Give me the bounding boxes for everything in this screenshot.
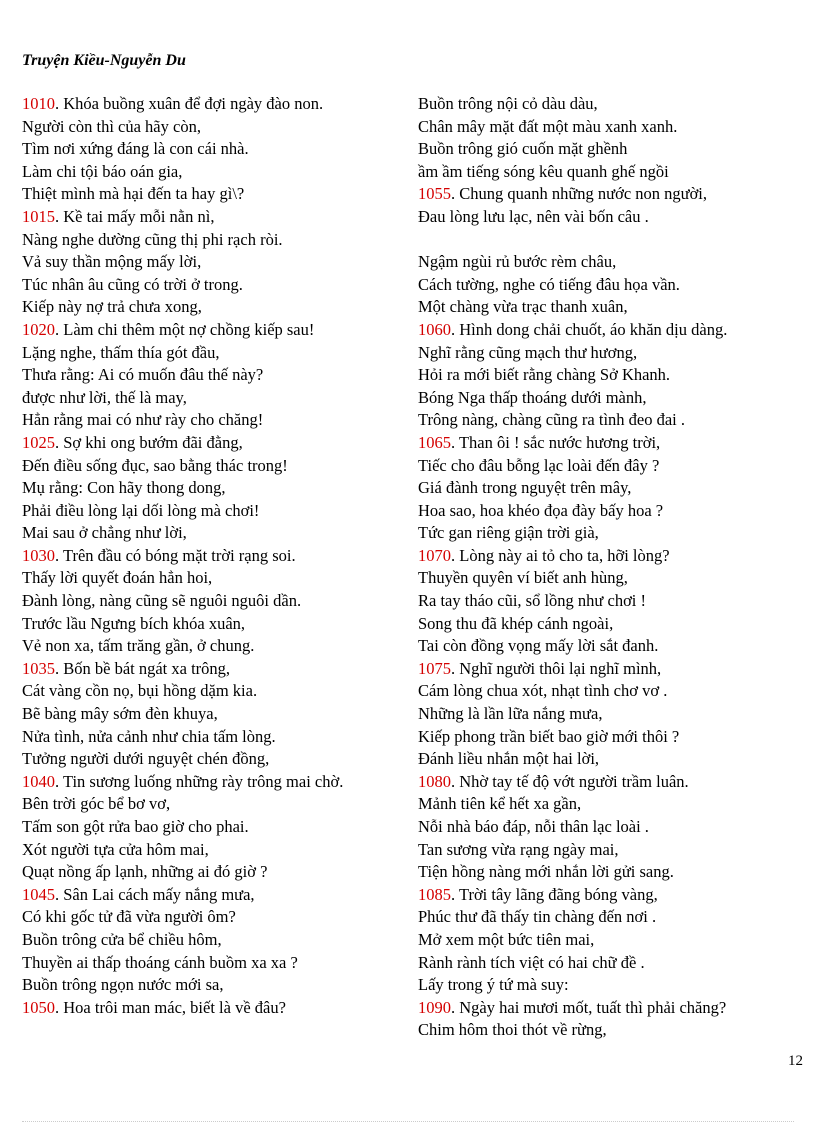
verse-text: Song thu đã khép cánh ngoài, (418, 613, 614, 633)
verse-text: . Hình dong chải chuốt, áo khăn dịu dàng. (451, 319, 728, 339)
verse-text: Bên trời góc bể bơ vơ, (22, 794, 171, 814)
verse-text: Đau lòng lưu lạc, nên vài bốn câu . (418, 206, 649, 226)
verse-number: 1040 (22, 771, 55, 791)
verse-text: . Sợ khi ong bướm đãi đằng, (55, 432, 243, 452)
verse-text: Hẳn rằng mai có như rày cho chăng! (22, 410, 264, 430)
verse-number: 1025 (22, 432, 55, 452)
verse-text: Mụ rằng: Con hãy thong dong, (22, 478, 226, 498)
verse-text: Nàng nghe dường cũng thị phi rạch ròi. (22, 229, 283, 249)
verse-line (22, 93, 402, 116)
page-number: 12 (788, 1053, 803, 1069)
verse-line (418, 251, 798, 274)
verse-line (22, 138, 402, 161)
verse-text: Hoa sao, hoa khéo đọa đày bấy hoa ? (418, 500, 664, 520)
verse-text: Buồn trông nội cỏ dàu dàu, (418, 94, 598, 113)
verse-text: Nghĩ rằng cũng mạch thư hương, (418, 342, 638, 362)
verse-text: Tiện hồng nàng mới nhắn lời gửi sang. (418, 862, 674, 882)
verse-text: Tai còn đồng vọng mấy lời sắt đanh. (418, 636, 659, 656)
verse-line (418, 816, 798, 839)
verse-line (418, 432, 798, 455)
verse-text: Đánh liều nhắn một hai lời, (418, 749, 600, 769)
verse-number: 1065 (418, 432, 451, 452)
verse-text: Ra tay tháo cũi, sổ lồng như chơi ! (418, 591, 647, 611)
verse-text: Thưa rằng: Ai có muốn đâu thế này? (22, 365, 264, 385)
page-bottom-divider (22, 1121, 794, 1122)
verse-line (418, 455, 798, 478)
verse-number: 1010 (22, 94, 55, 113)
verse-number: 1020 (22, 319, 55, 339)
verse-text: . Nhờ tay tế độ vớt người trầm luân. (451, 771, 689, 791)
verse-text: Đành lòng, nàng cũng sẽ nguôi nguôi dần. (22, 591, 302, 611)
verse-text: Thấy lời quyết đoán hẳn hoi, (22, 568, 213, 588)
verse-text: Đến điều sống đục, sao bằng thác trong! (22, 455, 288, 475)
verse-line (418, 703, 798, 726)
verse-text: Tiếc cho đâu bỗng lạc loài đến đây ? (418, 455, 660, 475)
verse-text: Tức gan riêng giận trời già, (418, 523, 599, 543)
verse-text: . Sân Lai cách mấy nắng mưa, (55, 884, 255, 904)
verse-line (418, 93, 798, 116)
verse-line (418, 590, 798, 613)
verse-line (22, 409, 402, 432)
verse-line (22, 522, 402, 545)
verse-text: Chim hôm thoi thót về rừng, (418, 1020, 607, 1040)
verse-text: Bóng Nga thấp thoáng dưới mành, (418, 387, 647, 407)
verse-text: Cám lòng chua xót, nhạt tình chơ vơ . (418, 681, 668, 701)
verse-number: 1085 (418, 884, 451, 904)
verse-line (22, 545, 402, 568)
verse-text: . Ngày hai mươi mốt, tuất thì phải chăng? (451, 997, 727, 1017)
verse-line (22, 748, 402, 771)
verse-line (22, 771, 402, 794)
verse-line (418, 613, 798, 636)
verse-number: 1050 (22, 997, 55, 1017)
verse-text: . Lòng này ai tỏ cho ta, hỡi lòng? (451, 545, 670, 565)
verse-line (22, 974, 402, 997)
verse-line (418, 342, 798, 365)
verse-line (418, 319, 798, 342)
verse-line (22, 952, 402, 975)
verse-line (418, 387, 798, 410)
verse-line (418, 409, 798, 432)
verse-text: . Chung quanh những nước non người, (451, 184, 708, 204)
verse-line (22, 206, 402, 229)
verse-text: Túc nhân âu cũng có trời ở trong. (22, 274, 243, 294)
verse-line (418, 161, 798, 184)
verse-text: Kiếp phong trần biết bao giờ mới thôi ? (418, 726, 680, 746)
verse-text: Vẻ non xa, tấm trăng gần, ở chung. (22, 636, 255, 656)
verse-text: Nỗi nhà báo đáp, nỗi thân lạc loài . (418, 817, 649, 836)
verse-text: Thuyền ai thấp thoáng cánh buồm xa xa ? (22, 952, 298, 972)
verse-number: 1045 (22, 884, 55, 904)
verse-line (22, 635, 402, 658)
verse-text: được như lời, thế là may, (22, 387, 187, 407)
verse-text: . Trên đầu có bóng mặt trời rạng soi. (55, 545, 296, 565)
verse-line (418, 861, 798, 884)
verse-line (418, 771, 798, 794)
verse-text: Buồn trông ngọn nước mới sa, (22, 975, 224, 995)
verse-line (418, 545, 798, 568)
verse-line (418, 477, 798, 500)
verse-line (418, 635, 798, 658)
verse-line (22, 387, 402, 410)
document-header-title: Truyện Kiều-Nguyễn Du (22, 52, 186, 69)
verse-number: 1060 (418, 319, 451, 339)
verse-line (22, 884, 402, 907)
verse-text: Nửa tình, nửa cảnh như chia tấm lòng. (22, 726, 276, 746)
verse-line (22, 567, 402, 590)
verse-text: Mai sau ở chẳng như lời, (22, 523, 187, 543)
verse-line (22, 658, 402, 681)
verse-text: Rành rành tích việt có hai chữ đề . (418, 952, 645, 972)
verse-line (418, 906, 798, 929)
left-verse-column (22, 93, 402, 1019)
verse-text: Thuyền quyên ví biết anh hùng, (418, 568, 628, 588)
verse-text: Tan sương vừa rạng ngày mai, (418, 839, 619, 859)
verse-line (418, 364, 798, 387)
verse-number: 1015 (22, 206, 55, 226)
verse-text: Giá đành trong nguyệt trên mây, (418, 478, 632, 498)
verse-text: . Than ôi ! sắc nước hương trời, (451, 432, 661, 452)
verse-line (418, 658, 798, 681)
verse-line (418, 1019, 798, 1042)
verse-line (418, 500, 798, 523)
verse-line (22, 997, 402, 1020)
verse-text: Buồn trông gió cuốn mặt ghềnh (418, 139, 628, 159)
verse-line (22, 500, 402, 523)
verse-number: 1035 (22, 658, 55, 678)
verse-line (22, 613, 402, 636)
verse-line (22, 251, 402, 274)
verse-line (418, 567, 798, 590)
verse-number: 1055 (418, 184, 451, 204)
verse-text: . Hoa trôi man mác, biết là về đâu? (55, 997, 286, 1017)
verse-text: Phúc thư đã thấy tin chàng đến nơi . (418, 907, 657, 927)
verse-text: Làm chi tội báo oán gia, (22, 161, 183, 181)
verse-number: 1075 (418, 658, 451, 678)
verse-text: Bẽ bàng mây sớm đèn khuya, (22, 704, 218, 724)
verse-text: Tấm son gột rửa bao giờ cho phai. (22, 817, 249, 836)
verse-text: Có khi gốc tử đã vừa người ôm? (22, 907, 236, 927)
verse-text: Trông nàng, chàng cũng ra tình đeo đai . (418, 410, 686, 430)
verse-line (418, 680, 798, 703)
verse-text: Trước lầu Ngưng bích khóa xuân, (22, 613, 246, 633)
verse-text: Những là lần lữa nắng mưa, (418, 704, 603, 724)
verse-line (22, 703, 402, 726)
verse-line (22, 477, 402, 500)
verse-line (22, 274, 402, 297)
verse-line (22, 816, 402, 839)
verse-line (22, 793, 402, 816)
verse-line (22, 861, 402, 884)
verse-text: . Kề tai mấy mỗi nằn nì, (55, 206, 215, 226)
verse-line (22, 726, 402, 749)
verse-text: ầm ầm tiếng sóng kêu quanh ghế ngồi (418, 161, 669, 181)
verse-line (418, 952, 798, 975)
verse-text: Phải điều lòng lại dối lòng mà chơi! (22, 500, 260, 520)
verse-text: . Trời tây lãng đãng bóng vàng, (451, 884, 658, 904)
verse-line (418, 522, 798, 545)
verse-text: Cách tường, nghe có tiếng đâu họa vần. (418, 274, 680, 294)
verse-line (418, 183, 798, 206)
verse-text: Xót người tựa cửa hôm mai, (22, 839, 209, 859)
verse-line (418, 974, 798, 997)
verse-text: Chân mây mặt đất một màu xanh xanh. (418, 116, 678, 136)
verse-line (22, 455, 402, 478)
verse-line (418, 138, 798, 161)
verse-text: . Nghĩ người thôi lại nghĩ mình, (451, 658, 662, 678)
verse-text: Mở xem một bức tiên mai, (418, 929, 595, 949)
verse-line (418, 296, 798, 319)
verse-line (418, 839, 798, 862)
verse-line (22, 296, 402, 319)
verse-line (22, 590, 402, 613)
verse-line (22, 183, 402, 206)
verse-line (418, 116, 798, 139)
verse-line (22, 906, 402, 929)
verse-line (418, 748, 798, 771)
verse-number: 1070 (418, 545, 451, 565)
verse-text: Hỏi ra mới biết rằng chàng Sở Khanh. (418, 365, 671, 385)
verse-line (22, 319, 402, 342)
verse-line (418, 229, 798, 252)
verse-text: Tìm nơi xứng đáng là con cái nhà. (22, 139, 249, 159)
verse-text: Kiếp này nợ trả chưa xong, (22, 297, 202, 317)
verse-text: Thiệt mình mà hại đến ta hay gì\? (22, 184, 245, 204)
verse-line (22, 839, 402, 862)
verse-line (22, 680, 402, 703)
verse-text: Mảnh tiên kể hết xa gần, (418, 794, 582, 814)
verse-text: Ngậm ngùi rủ bước rèm châu, (418, 252, 617, 272)
verse-line (418, 793, 798, 816)
verse-text: Buồn trông cửa bể chiều hôm, (22, 929, 222, 949)
verse-text: Vả suy thần mộng mấy lời, (22, 252, 202, 272)
right-verse-column (418, 93, 798, 1042)
verse-text: Lặng nghe, thấm thía gót đầu, (22, 342, 220, 362)
verse-text: Lấy trong ý tứ mà suy: (418, 975, 569, 995)
verse-text: Một chàng vừa trạc thanh xuân, (418, 297, 628, 317)
verse-text: Quạt nồng ấp lạnh, những ai đó giờ ? (22, 862, 268, 882)
verse-line (22, 161, 402, 184)
verse-text: . Tin sương luống những rày trông mai chờ. (55, 771, 344, 791)
verse-line (22, 432, 402, 455)
verse-number: 1030 (22, 545, 55, 565)
verse-text: . Làm chi thêm một nợ chồng kiếp sau! (55, 319, 315, 339)
verse-text: . Khóa buồng xuân để đợi ngày đào non. (55, 94, 324, 113)
verse-line (22, 116, 402, 139)
verse-line (418, 929, 798, 952)
verse-line (22, 229, 402, 252)
verse-number: 1090 (418, 997, 451, 1017)
verse-line (418, 884, 798, 907)
verse-text: Cát vàng cồn nọ, bụi hồng dặm kia. (22, 681, 258, 701)
verse-line (418, 997, 798, 1020)
verse-line (22, 342, 402, 365)
verse-number: 1080 (418, 771, 451, 791)
verse-line (418, 206, 798, 229)
verse-line (22, 364, 402, 387)
verse-line (22, 929, 402, 952)
verse-line (418, 726, 798, 749)
verse-text: Tưởng người dưới nguyệt chén đồng, (22, 749, 270, 769)
verse-text: . Bốn bề bát ngát xa trông, (55, 658, 231, 678)
verse-line (418, 274, 798, 297)
verse-text: Người còn thì của hãy còn, (22, 116, 201, 136)
